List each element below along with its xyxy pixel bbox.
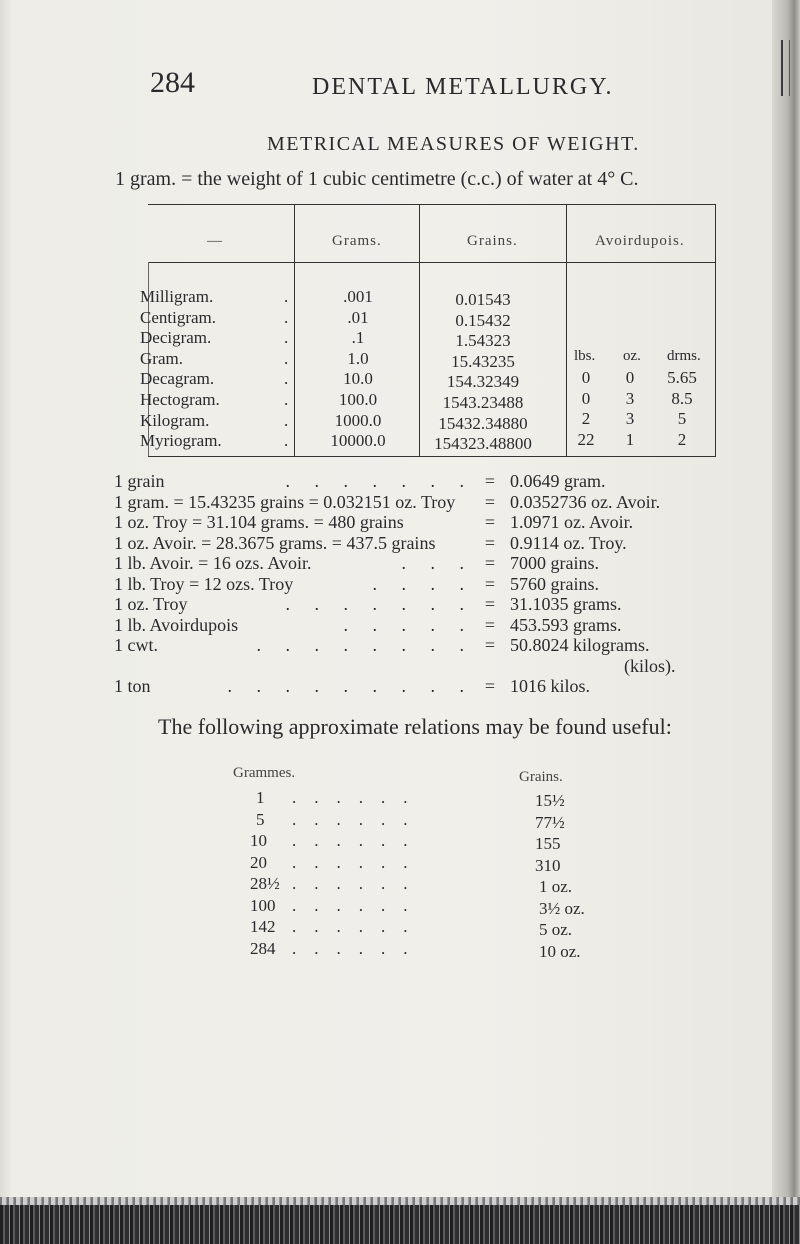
equivalence-left: 1 lb. Troy = 12 ozs. Troy: [114, 573, 294, 594]
avoir-head-oz: oz.: [623, 348, 641, 364]
avoir-drms-column: [660, 368, 704, 450]
equivalence-right: 5760 grains.: [510, 573, 599, 594]
useful-grammes-value: 10: [250, 831, 267, 850]
grams-value: .01: [347, 307, 369, 327]
equivalence-right: 1.0971 oz. Avoir.: [510, 512, 634, 532]
useful-grammes-column: [250, 787, 290, 959]
useful-grains-value: 155: [535, 834, 561, 853]
equivalence-left: 1 lb. Avoirdupois: [114, 614, 239, 635]
header-avoirdupois: Avoirdupois.: [595, 233, 685, 249]
avoir-oz-value: 0: [625, 368, 635, 387]
grams-value: .1: [351, 328, 365, 348]
equals-sign: =: [484, 614, 496, 635]
avoir-lbs-value: 2: [581, 409, 591, 429]
header-unit: —: [207, 233, 223, 249]
table-top-rule: [148, 204, 716, 205]
useful-grains-value: 5 oz.: [539, 920, 573, 939]
useful-grammes-value: 5: [256, 809, 265, 829]
useful-grammes-value: 1: [256, 788, 265, 807]
equivalence-left: 1 grain: [114, 471, 165, 491]
useful-grains-value: 10 oz.: [539, 941, 581, 961]
equivalence-left: 1 oz. Avoir. = 28.3675 grams. = 437.5 grains: [114, 532, 436, 553]
equivalence-left: 1 cwt.: [114, 635, 158, 655]
section-title: METRICAL MEASURES OF WEIGHT.: [267, 133, 640, 155]
grains-value: 0.15432: [455, 310, 511, 330]
avoir-oz-column: [614, 368, 646, 450]
useful-grammes-value: 142: [250, 917, 276, 936]
grains-value: 1.54323: [455, 331, 511, 351]
equivalence-right: 453.593 grams.: [510, 614, 622, 635]
equivalence-right: 7000 grains.: [510, 553, 599, 573]
useful-grammes-value: 100: [250, 895, 276, 915]
spine-bracket-mark: [781, 40, 790, 96]
unit-name: Gram.: [140, 348, 183, 368]
useful-grains-value: 15½: [535, 791, 565, 810]
equivalence-left: 1 ton: [114, 676, 151, 696]
grams-value: 10.0: [343, 369, 373, 389]
useful-grains-value: 77½: [535, 812, 565, 832]
equivalence-left: 1 oz. Troy: [114, 594, 188, 614]
table-right-rule: [715, 204, 716, 456]
useful-header-grammes: Grammes.: [233, 765, 296, 781]
avoir-lbs-column: [570, 368, 602, 450]
equivalence-right: 31.1035 grams.: [510, 594, 622, 614]
grains-value: 15.43235: [451, 351, 515, 371]
avoir-oz-value: 1: [625, 429, 635, 449]
equals-sign: =: [484, 491, 496, 512]
useful-relations-note: The following approximate relations may be found useful:: [158, 714, 672, 739]
unit-name: Kilogram.: [140, 410, 210, 430]
equivalence-left: 1 oz. Troy = 31.104 grams. = 480 grains: [114, 512, 404, 532]
grains-value: 1543.23488: [442, 392, 524, 412]
equivalence-left: 1 gram. = 15.43235 grains = 0.032151 oz. Troy: [114, 491, 456, 512]
header-grains: Grains.: [467, 233, 518, 249]
unit-name: Hectogram.: [140, 389, 220, 409]
useful-grains-value: 3½ oz.: [539, 898, 585, 918]
avoir-head-lbs: lbs.: [574, 348, 596, 364]
equivalence-right-column: [510, 471, 676, 697]
equals-sign: =: [484, 512, 496, 532]
equals-sign: =: [484, 532, 496, 553]
grams-value: .001: [343, 287, 373, 306]
useful-leader-dots: ...... ...... ...... ...... ...... ...... ...... ......: [292, 788, 426, 958]
grains-value: 154.32349: [446, 372, 520, 392]
unit-name: Milligram.: [140, 287, 214, 306]
table-col-rule-2: [419, 204, 420, 456]
table-col-rule-3: [566, 204, 567, 456]
useful-grammes-value: 20: [250, 852, 267, 872]
equivalence-left: 1 lb. Avoir. = 16 ozs. Avoir.: [114, 553, 312, 573]
equals-sign: =: [484, 635, 496, 655]
avoir-lbs-value: 0: [581, 368, 591, 387]
equals-sign: =: [484, 553, 496, 573]
unit-name: Decigram.: [140, 328, 212, 348]
avoir-drms-value: 2: [677, 429, 687, 449]
useful-grains-value: 310: [535, 855, 561, 875]
grams-column: [328, 287, 388, 452]
avoir-drms-value: 5.65: [667, 368, 697, 387]
grams-value: 1000.0: [334, 410, 382, 430]
useful-grains-value: 1 oz.: [539, 877, 573, 896]
equivalence-right: (kilos).: [624, 655, 676, 676]
grains-value: 154323.48800: [434, 434, 532, 454]
avoir-oz-value: 3: [625, 388, 635, 408]
book-spine: [772, 0, 800, 1244]
grams-value: 100.0: [338, 389, 378, 409]
grams-value: 1.0: [347, 348, 369, 368]
useful-grains-column: [535, 790, 585, 962]
table-bottom-rule: [148, 456, 716, 457]
unit-name: Myriogram.: [140, 431, 222, 451]
scan-edge-band: [0, 1197, 800, 1244]
equivalence-right: 0.0352736 oz. Avoir.: [510, 491, 661, 512]
unit-name: Decagram.: [140, 369, 215, 389]
equals-sign: =: [484, 676, 496, 696]
grains-column: [423, 290, 543, 455]
gram-definition: 1 gram. = the weight of 1 cubic centimetre (c.c.) of water at 4° C.: [115, 168, 639, 190]
table-col-rule-1: [294, 204, 295, 456]
page-number: 284: [150, 66, 195, 99]
grains-value: 15432.34880: [438, 413, 528, 433]
avoir-lbs-value: 0: [581, 388, 591, 408]
unit-name: Centigram.: [140, 307, 217, 327]
equivalence-right: 1016 kilos.: [510, 676, 591, 696]
avoir-drms-value: 5: [677, 409, 687, 429]
equals-sign: =: [484, 471, 496, 491]
equals-sign: =: [484, 594, 496, 614]
grams-value: 10000.0: [330, 431, 386, 451]
unit-names-column: [140, 287, 222, 452]
avoir-lbs-value: 22: [577, 429, 595, 449]
avoir-head-drms: drms.: [667, 348, 701, 364]
unit-leader-dots: . . . . . . . .: [284, 287, 289, 451]
header-grams: Grams.: [332, 233, 382, 249]
grains-value: 0.01543: [455, 290, 511, 309]
useful-grammes-value: 284: [250, 938, 276, 958]
equals-sign: =: [484, 573, 496, 594]
useful-header-grains: Grains.: [519, 769, 563, 785]
avoir-oz-value: 3: [625, 409, 635, 429]
table-head-rule: [148, 262, 716, 263]
avoir-drms-value: 8.5: [671, 388, 693, 408]
equivalence-leader-dots: . . . . . . . . . . . . . . . . . . . . . . . . . . . . . . . . . . . . . . . . . . .: [227, 471, 474, 696]
equivalence-right: 0.0649 gram.: [510, 471, 606, 491]
equivalence-right: 50.8024 kilograms.: [510, 635, 650, 655]
useful-grammes-value: 28½: [250, 874, 280, 893]
equivalence-right: 0.9114 oz. Troy.: [510, 532, 627, 553]
equals-column: [480, 471, 500, 697]
running-head: DENTAL METALLURGY.: [312, 74, 614, 100]
